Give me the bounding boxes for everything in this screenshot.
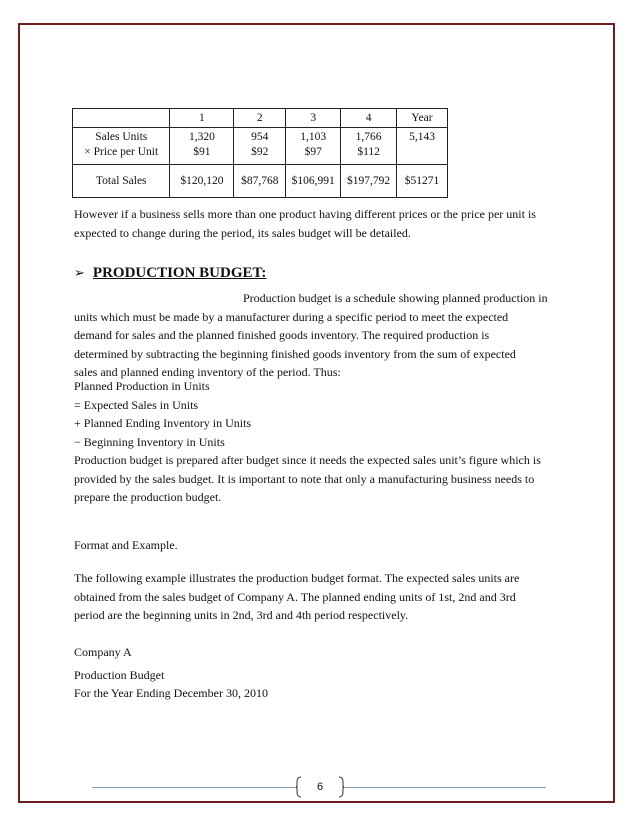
total-cell: $197,792 (341, 165, 397, 198)
arrow-bullet-icon: ➢ (74, 266, 85, 281)
header-cell: 3 (286, 109, 341, 128)
header-cell: 4 (341, 109, 397, 128)
format-label: Format and Example. (74, 538, 178, 552)
row-label-price-per-unit: × Price per Unit (84, 146, 159, 158)
text-line: prepare the production budget. (74, 490, 222, 504)
total-label-cell: Total Sales (73, 165, 170, 198)
sales-budget-table (72, 108, 448, 198)
formula-line: = Expected Sales in Units (74, 397, 199, 412)
table-row (73, 128, 448, 165)
formula-line: + Planned Ending Inventory in Units (74, 416, 252, 430)
units-value: 1,320 (188, 131, 215, 143)
price-value: $92 (251, 146, 269, 158)
units-value: 1,766 (355, 131, 382, 143)
company-name: Company A (74, 645, 132, 659)
total-cell: $106,991 (286, 165, 341, 198)
text-line: determined by subtracting the beginning finished goods inventory from the sum of expected (74, 346, 516, 361)
header-cell: 1 (170, 109, 234, 128)
budget-title: Production Budget (74, 668, 165, 682)
total-cell: $120,120 (170, 165, 234, 198)
budget-period: For the Year Ending December 30, 2010 (74, 686, 268, 700)
price-value: $91 (193, 146, 211, 158)
text-line: period are the beginning units in 2nd, 3rd and 4th period respectively. (74, 608, 409, 622)
text-line: Production budget is a schedule showing planned production in (243, 291, 548, 305)
example-paragraph (74, 569, 574, 625)
total-cell: $87,768 (234, 165, 286, 198)
text-line: However if a business sells more than one product having different prices or the price per unit is (74, 207, 536, 221)
table-cell (286, 128, 341, 165)
text-line: The following example illustrates the production budget format. The expected sales units are (74, 571, 520, 585)
definition-paragraph (74, 289, 574, 382)
table-cell (341, 128, 397, 165)
price-value: $97 (304, 146, 322, 158)
price-value: $112 (357, 146, 380, 158)
detailed-budget-paragraph (74, 205, 574, 242)
units-value: 954 (251, 131, 269, 143)
section-heading (74, 265, 266, 282)
table-cell (397, 128, 448, 165)
formula-block (74, 377, 574, 451)
text-line: units which must be made by a manufacturer during a specific period to meet the expected (74, 309, 509, 324)
heading-title: PRODUCTION BUDGET: (92, 265, 267, 281)
text-line: expected to change during the period, its sales budget will be detailed. (74, 225, 411, 240)
formula-line: − Beginning Inventory in Units (74, 434, 225, 449)
page-number: 6 (316, 781, 324, 793)
total-cell: $51271 (397, 165, 448, 198)
row-label-cell (73, 128, 170, 165)
text-line: obtained from the sales budget of Company A. The planned ending units of 1st, 2nd and 3rd (74, 589, 516, 604)
text-line: sales and planned ending inventory of the period. Thus: (74, 365, 341, 379)
units-value: 1,103 (300, 131, 327, 143)
footer-rule-left (92, 787, 298, 788)
table-cell (234, 128, 286, 165)
table-cell (170, 128, 234, 165)
table-header-row (73, 109, 448, 128)
footer-rule-right (342, 787, 546, 788)
text-line: demand for sales and the planned finished goods inventory. The required production is (74, 328, 490, 342)
formula-line: Planned Production in Units (74, 379, 210, 393)
row-label-sales-units: Sales Units (95, 131, 148, 143)
header-cell: 2 (234, 109, 286, 128)
text-line: provided by the sales budget. It is important to note that only a manufacturing business needs to (74, 471, 535, 486)
units-value: 5,143 (409, 131, 435, 143)
header-cell (73, 109, 170, 128)
text-line: Production budget is prepared after budget since it needs the expected sales unit’s figure which is (74, 453, 541, 467)
table-total-row (73, 165, 448, 198)
prepared-paragraph (74, 451, 574, 507)
header-cell: Year (397, 109, 448, 128)
